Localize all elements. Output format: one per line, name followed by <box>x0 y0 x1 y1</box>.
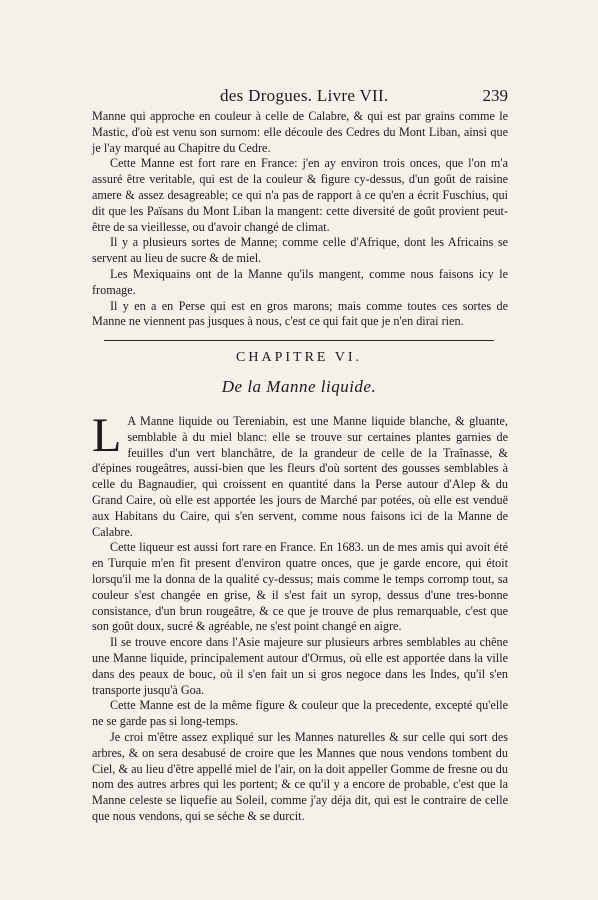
page-header <box>92 86 508 108</box>
page-number: 239 <box>482 86 508 105</box>
paragraph: Il y a plusieurs sortes de Manne; comme celle d'Afrique, dont les Africains se servent au lieu de sucre & de miel. <box>92 235 508 266</box>
paragraph: Cette liqueur est aussi fort rare en France. En 1683. un de mes amis qui avoit été en Turquie m'en fit present d'environ quatre onces, que je garde encore, qui étoit lorsqu'il me la donna de la qualité cy-dessus; mais comme le temps corromp tout, sa couleur s'est changée en grise, & il s'est fait un syrop, dessus d'une tres-bonne consistance, d'un brun rougeâtre, & ce que je trouve de plus remarquable, c'est que son goût doux, sucré & agréable, ne s'est point changé en aigre. <box>92 540 508 634</box>
running-head: des Drogues. Livre VII. <box>220 86 389 105</box>
paragraph: Je croi m'être assez expliqué sur les Mannes naturelles & sur celle qui sort des arbres, & on sera desabusé de croire que les Mannes que nous vendons tombent du Ciel, & au lieu d'être appellé miel de l'air, on la doit appeller Gomme de fresne ou du nom des autres arbres qui les portent; & ce qu'il y a encore de probable, c'est que la Manne celeste se liquefie au Soleil, comme j'ay déja dit, qui est le contraire de celle que nous vendons, qui se séche & se durcit. <box>92 729 508 823</box>
section-divider <box>104 340 494 341</box>
paragraph: Il y en a en Perse qui est en gros marons; mais comme toutes ces sortes de Manne ne viennent pas jusques à nous, c'est ce qui fait que je n'en dirai rien. <box>92 298 508 329</box>
first-paragraph-text: A Manne liquide ou Tereniabin, est une Manne liquide blanche, & gluante, semblable à du miel blanc: elle se trouve sur certaines plantes garnies de feuilles d'un vert blanchâtre, de la grandeur de celle de la Traînasse, & d'épines rougeâtres, aussi-bien que les fleurs d'où sortent des gousses semblables à celle du Bagnaudier, qui croissent en quantité dans la Perse autour d'Alep & du Grand Caire, où elle est apportée les jours de Marché par potées, où elle est venduë aux Habitans du Caire, qui s'en servent, comme nous faisons ici de la Manne de Calabre. <box>92 414 508 539</box>
paragraph: Manne qui approche en couleur à celle de Calabre, & qui est par grains comme le Mastic, d'où est venu son surnom: elle découle des Cedres du Mont Liban, ainsi que je l'ay marqué au Chapitre du Cedre. <box>92 109 508 155</box>
paragraph: Cette Manne est fort rare en France: j'en ay environ trois onces, que l'on m'a assuré être veritable, qui est de la couleur & figure cy-dessus, d'un goût de raisine amere & assez desagreable; ce qui n'a pas de rapport à ce qu'en a écrit Fuschius, qui dit que les Païsans du Mont Liban la mangent: cette diversité de goût provient peut-être de sa vieillesse, ou d'avoir changé de climat. <box>92 156 508 234</box>
paragraph: Cette Manne est de la même figure & couleur que la precedente, excepté qu'elle ne se garde pas si long-temps. <box>92 698 508 729</box>
paragraph: Les Mexiquains ont de la Manne qu'ils mangent, comme nous faisons icy le fromage. <box>92 266 508 297</box>
chapter-number: CHAPITRE VI. <box>236 350 362 365</box>
drop-cap: L <box>92 409 122 462</box>
first-paragraph <box>92 409 508 540</box>
chapter-body <box>92 409 508 825</box>
top-section <box>92 109 508 330</box>
chapter-title: De la Manne liquide. <box>221 377 377 396</box>
paragraph: Il se trouve encore dans l'Asie majeure sur plusieurs arbres semblables au chêne une Manne liquide, principalement autour d'Ormus, où elle est apportée dans la ville dans des peaux de bouc, où il s'en fait un si gros negoce dans les Indes, qu'il s'en transporte jusqu'à Goa. <box>92 635 508 697</box>
